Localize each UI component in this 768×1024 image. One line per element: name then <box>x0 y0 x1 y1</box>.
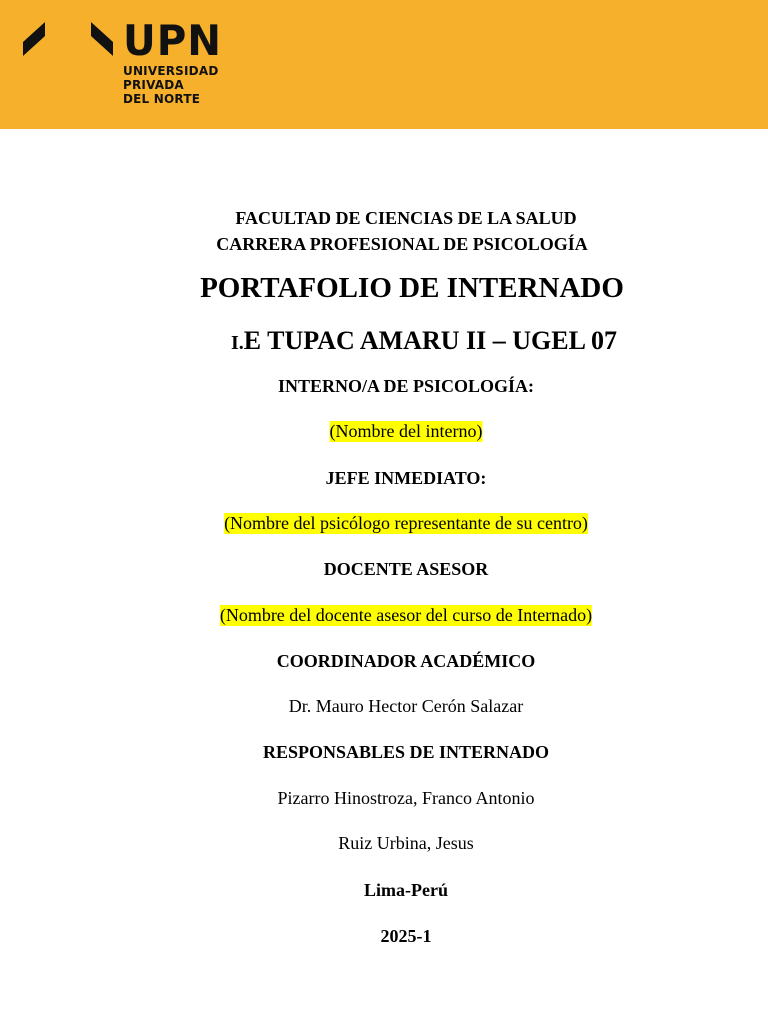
intern-value: (Nombre del interno) <box>329 421 483 441</box>
advisor-value: (Nombre del docente asesor del curso de Internado) <box>219 605 593 625</box>
logo-line-3: DEL NORTE <box>123 92 201 106</box>
upn-logo-icon <box>23 22 113 108</box>
upn-logo-text <box>123 18 226 106</box>
responsibles-label: RESPONSABLES DE INTERNADO <box>262 742 550 762</box>
year-label: 2025-1 <box>380 926 432 946</box>
logo-line-2: PRIVADA <box>123 78 184 92</box>
place-label: Lima-Perú <box>364 880 448 900</box>
responsible-1: Pizarro Hinostroza, Franco Antonio <box>277 788 535 808</box>
institution-prefix: I. <box>231 332 244 354</box>
intern-label: INTERNO/A DE PSICOLOGÍA: <box>277 376 535 396</box>
boss-label: JEFE INMEDIATO: <box>325 468 487 488</box>
institution-heading <box>231 326 617 356</box>
coordinator-value: Dr. Mauro Hector Cerón Salazar <box>288 696 524 716</box>
page-title: PORTAFOLIO DE INTERNADO <box>200 272 624 304</box>
coordinator-label: COORDINADOR ACADÉMICO <box>276 651 536 671</box>
career-heading: CARRERA PROFESIONAL DE PSICOLOGÍA <box>216 234 588 254</box>
logo-line-1: UNIVERSIDAD <box>123 64 219 78</box>
responsible-2: Ruiz Urbina, Jesus <box>338 833 474 853</box>
advisor-label: DOCENTE ASESOR <box>323 559 489 579</box>
boss-value: (Nombre del psicólogo representante de su centro) <box>224 513 588 533</box>
header-banner <box>0 0 768 129</box>
logo-upn-name: UPN <box>123 16 222 65</box>
faculty-heading: FACULTAD DE CIENCIAS DE LA SALUD <box>235 208 577 228</box>
institution-name: E TUPAC AMARU II – UGEL 07 <box>243 326 617 355</box>
